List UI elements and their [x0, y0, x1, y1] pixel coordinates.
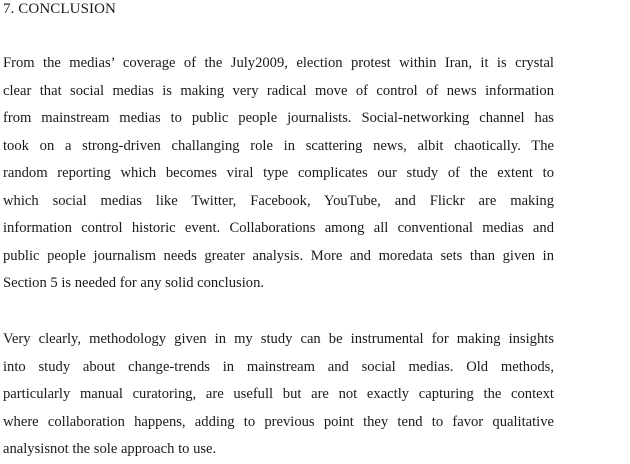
text-line: took on a strong-driven challanging role in scattering news, albit chaotically. The	[3, 137, 554, 154]
text-line: particularly manual curatoring, are usefull but are not exactly capturing the context	[3, 386, 554, 402]
text-line: which social medias like Twitter, Facebook, YouTube, and Flickr are making	[3, 192, 554, 209]
text-line: analysisnot the sole approach to use.	[3, 441, 217, 457]
paragraph-2	[3, 326, 554, 464]
text-line: From the medias’ coverage of the July2009, election protest within Iran, it is crystal	[3, 55, 554, 71]
text-line: Section 5 is needed for any solid conclusion.	[3, 275, 265, 291]
text-line: from mainstream medias to public people journalists. Social-networking channel has	[3, 110, 554, 126]
text-line: information control historic event. Collaborations among all conventional medias and	[3, 220, 554, 236]
text-line: random reporting which becomes viral type complicates our study of the extent to	[3, 165, 554, 181]
text-line: public people journalism needs greater analysis. More and moredata sets than given in	[3, 247, 554, 264]
text-line: into study about change-trends in mainstream and social medias. Old methods,	[3, 358, 554, 375]
text-line: Very clearly, methodology given in my study can be instrumental for making insights	[3, 331, 554, 347]
paragraph-1	[3, 50, 554, 298]
text-line: clear that social medias is making very radical move of control of news information	[3, 82, 554, 99]
section-heading: 7. CONCLUSION	[3, 1, 116, 17]
text-line: where collaboration happens, adding to previous point they tend to favor qualitative	[3, 413, 554, 430]
document-page	[3, 0, 627, 457]
